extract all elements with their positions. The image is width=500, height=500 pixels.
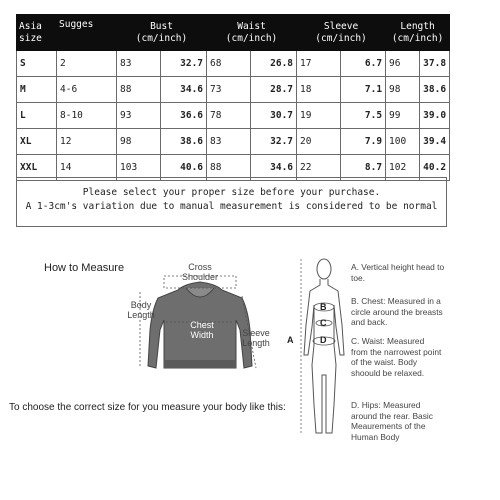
cell-waist-inch: 28.7 — [251, 77, 297, 103]
cell-suggest: 12 — [57, 129, 117, 155]
cell-sleeve-inch: 7.9 — [341, 129, 386, 155]
cell-bust-cm: 93 — [117, 103, 161, 129]
measure-desc-c: C. Waist: Measured from the narrowest point of the waist. Body shoould be relaxed. — [351, 336, 442, 378]
cell-bust-inch: 36.6 — [161, 103, 207, 129]
cell-waist-inch: 34.6 — [251, 155, 297, 181]
cell-bust-cm: 88 — [117, 77, 161, 103]
cell-sleeve-cm: 17 — [297, 51, 341, 77]
figure-letter-a: A — [287, 335, 294, 345]
header-line: (cm/inch) — [135, 32, 188, 44]
header-line: Sleeve — [323, 20, 359, 32]
header-waist — [207, 15, 297, 51]
head-shape — [317, 259, 331, 279]
cell-length-inch: 38.6 — [420, 77, 450, 103]
figure-letter-b: B — [320, 302, 327, 312]
header-line: Sugges — [59, 19, 94, 30]
measure-desc-d: D. Hips: Measured around the rear. Basic Meaurements of the Human Body — [351, 400, 433, 442]
cell-sleeve-cm: 22 — [297, 155, 341, 181]
cell-sleeve-cm: 20 — [297, 129, 341, 155]
cell-bust-inch: 34.6 — [161, 77, 207, 103]
header-line: (cm/inch) — [315, 32, 367, 44]
cell-waist-inch: 26.8 — [251, 51, 297, 77]
cell-sleeve-inch: 7.1 — [341, 77, 386, 103]
header-line: Length — [400, 20, 435, 32]
header-line: size — [19, 32, 42, 44]
cell-sleeve-inch: 8.7 — [341, 155, 386, 181]
cell-waist-inch: 30.7 — [251, 103, 297, 129]
how-to-measure-title: How to Measure — [44, 262, 125, 274]
header-asia-size — [17, 15, 57, 51]
cell-suggest: 4-6 — [57, 77, 117, 103]
cell-length-inch: 40.2 — [420, 155, 450, 181]
header-sleeve — [297, 15, 386, 51]
note-line-2: A 1-3cm's variation due to manual measurement is considered to be normal — [25, 201, 438, 212]
figure-letter-c: C — [320, 318, 327, 328]
header-line: Bust — [150, 20, 173, 32]
cell-size: M — [17, 77, 57, 103]
header-line: (cm/inch) — [225, 32, 278, 44]
cell-suggest: 8-10 — [57, 103, 117, 129]
cell-sleeve-cm: 18 — [297, 77, 341, 103]
cell-bust-inch: 32.7 — [161, 51, 207, 77]
choose-size-instruction: To choose the correct size for you measure your body like this: — [9, 402, 286, 413]
cell-length-cm: 102 — [386, 155, 420, 181]
cell-waist-cm: 78 — [207, 103, 251, 129]
cell-size: XL — [17, 129, 57, 155]
cell-length-inch: 37.8 — [420, 51, 450, 77]
table-row — [17, 103, 450, 129]
table-row — [17, 129, 450, 155]
cell-suggest: 14 — [57, 155, 117, 181]
cell-sleeve-cm: 19 — [297, 103, 341, 129]
cell-length-cm: 99 — [386, 103, 420, 129]
cell-waist-inch: 32.7 — [251, 129, 297, 155]
cell-size: S — [17, 51, 57, 77]
cell-sleeve-inch: 7.5 — [341, 103, 386, 129]
cell-length-cm: 98 — [386, 77, 420, 103]
cell-length-cm: 100 — [386, 129, 420, 155]
cross-shoulder-label: Cross Shoulder — [181, 262, 219, 282]
cell-waist-cm: 88 — [207, 155, 251, 181]
header-length — [386, 15, 450, 51]
header-line: Waist — [237, 20, 266, 32]
cell-bust-inch: 40.6 — [161, 155, 207, 181]
cell-bust-cm: 103 — [117, 155, 161, 181]
body-length-label: Body Length — [127, 300, 155, 320]
measure-desc-b: B. Chest: Measured in a circle around the breasts and back. — [351, 296, 443, 327]
size-table — [16, 14, 450, 181]
chest-width-label: Chest Width — [190, 320, 214, 340]
cell-bust-cm: 83 — [117, 51, 161, 77]
cell-sleeve-inch: 6.7 — [341, 51, 386, 77]
figure-letter-d: D — [320, 335, 327, 345]
sweater-hem — [164, 360, 236, 368]
size-notes — [16, 177, 447, 227]
header-line: (cm/inch) — [391, 32, 444, 44]
cell-bust-inch: 38.6 — [161, 129, 207, 155]
sleeve-length-label: Sleeve Length — [242, 328, 270, 348]
cell-suggest: 2 — [57, 51, 117, 77]
cell-length-cm: 96 — [386, 51, 420, 77]
table-row — [17, 51, 450, 77]
body-figure-diagram — [298, 255, 348, 440]
cell-bust-cm: 98 — [117, 129, 161, 155]
measure-desc-a: A. Vertical height head to toe. — [351, 262, 445, 283]
cell-length-inch: 39.4 — [420, 129, 450, 155]
cell-waist-cm: 73 — [207, 77, 251, 103]
note-line-1: Please select your proper size before your purchase. — [82, 187, 381, 198]
size-table-header — [17, 15, 450, 51]
table-row — [17, 77, 450, 103]
cell-waist-cm: 68 — [207, 51, 251, 77]
header-suggest — [57, 15, 117, 51]
cell-length-inch: 39.0 — [420, 103, 450, 129]
header-line: Asia — [19, 20, 42, 32]
header-bust — [117, 15, 207, 51]
cell-waist-cm: 83 — [207, 129, 251, 155]
cell-size: XXL — [17, 155, 57, 181]
cell-size: L — [17, 103, 57, 129]
